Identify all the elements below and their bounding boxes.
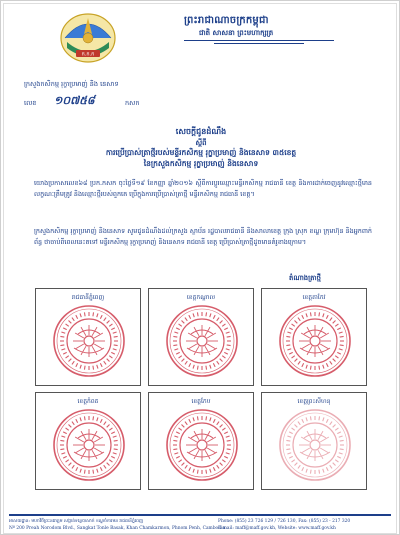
seal-label: ខេត្តកំពត [77, 398, 99, 405]
seal-cell [261, 288, 367, 386]
seal-label: ខេត្តតាកែវ [302, 294, 326, 301]
official-seal-stamp [165, 304, 239, 378]
official-seal-stamp [278, 408, 352, 482]
kingdom-heading: ព្រះរាជាណាចក្រកម្ពុជា [184, 15, 269, 26]
body-paragraph-2: ក្រសួងកសិកម្ម រុក្ខាប្រមាញ់ និងនេសាទ សូមជូនដំណឹងដល់ក្រសួង ស្ថាប័ន រដ្ឋបាលរាជធានី និងសាលាខេត្ត ក្រុង ស្រុក ខណ្ឌ ក្រុមហ៊ុន និងអ្នកពាក់ព័ន្ធ ថាចាប់ពីពេលនេះតទៅ មន្ទីរកសិកម្ម រុក្ខាប្រមាញ់ និងនេសាទ រាជធានី ខេត្ត ប្រើប្រាស់ត្រាថ្មីដូចមានគំរូខាងក្រោម។ [34, 227, 372, 246]
footer-divider [9, 514, 391, 516]
notice-subject-line-1: ការប្រើប្រាស់ត្រាថ្មីរបស់មន្ទីរកសិកម្ម រុក្ខាប្រមាញ់ និងនេសាទ ៣៥ខេត្ត [105, 148, 297, 157]
ministry-emblem-logo [59, 12, 117, 64]
seal-cell [35, 288, 141, 386]
svg-text:ក.ក.ក: ក.ក.ក [81, 51, 95, 58]
seal-cell [148, 392, 254, 490]
seal-label: ខេត្តកែប [191, 398, 211, 405]
reference-suffix: កសក [125, 99, 140, 107]
footer-contact: E-mail: maff@maff.gov.kh, Website: www.maff.gov.kh [218, 526, 336, 531]
seal-specimen-grid [35, 288, 367, 492]
reference-label: លេខ [24, 99, 37, 107]
nation-motto: ជាតិ សាសនា ព្រះមហាក្សត្រ [199, 28, 274, 37]
seal-cell [148, 288, 254, 386]
letter-page [3, 3, 397, 534]
footer-phone: Phone: (855) 23 726 129 / 726 130, Fax: (855) 23 - 217 320 [218, 519, 351, 524]
notice-subtitle: ស្តីពី [195, 138, 207, 147]
ministry-name: ក្រសួងកសិកម្ម រុក្ខាប្រមាញ់ និង នេសាទ [24, 80, 119, 88]
seal-cell [35, 392, 141, 490]
notice-subject-line-2: នៃក្រសួងកសិកម្ម រុក្ខាប្រមាញ់ និងនេសាទ [143, 159, 259, 168]
official-seal-stamp [52, 304, 126, 378]
seal-label: ខេត្តព្រះសីហនុ [297, 398, 331, 405]
footer-address-english: Nº 200 Preah Norodom Blvd., Sangkat Tonle Basak, Khan Chamkarmon, Phnom Penh, Cambodia [9, 526, 226, 531]
header-divider-short [214, 43, 304, 44]
seal-cell [261, 392, 367, 490]
seal-label: ខេត្តកណ្តាល [186, 294, 216, 301]
official-seal-stamp [165, 408, 239, 482]
notice-title: សេចក្តីជូនដំណឹង [175, 126, 227, 136]
official-seal-stamp [278, 304, 352, 378]
official-seal-stamp [52, 408, 126, 482]
header-divider [184, 40, 334, 41]
sign-off: តំណាងត្រាថ្មី [289, 274, 321, 282]
body-paragraph-1: យោងប្រកាសលេខ៦៨ ប្រក.កសក ចុះថ្ងៃទី១៩ ខែកញ្ញា ឆ្នាំ២០១៦ ស្តីពីការប្តូរឈ្មោះមន្ទីរកសិកម្ម រាជធានី ខេត្ត និងការដាក់ចេញនូវឈ្មោះថ្មីមានលក្ខណៈត្រឹមត្រូវ និងឈ្មោះថ្មីរបស់ពួកគេ ប្រើក្នុងការប្រើប្រាស់ត្រាថ្មី មន្ទីរកសិកម្ម រាជធានី ខេត្ត។ [34, 179, 372, 198]
seal-label: រាជធានីភ្នំពេញ [71, 294, 105, 301]
reference-number: ១០៧៥៨ [54, 94, 95, 107]
footer-address-khmer: អាសយដ្ឋាន: មហាវិថីព្រះនរោត្តម សង្កាត់ទន្លេបាសាក់ ខណ្ឌចំការមន រាជធានីភ្នំពេញ [9, 519, 144, 524]
